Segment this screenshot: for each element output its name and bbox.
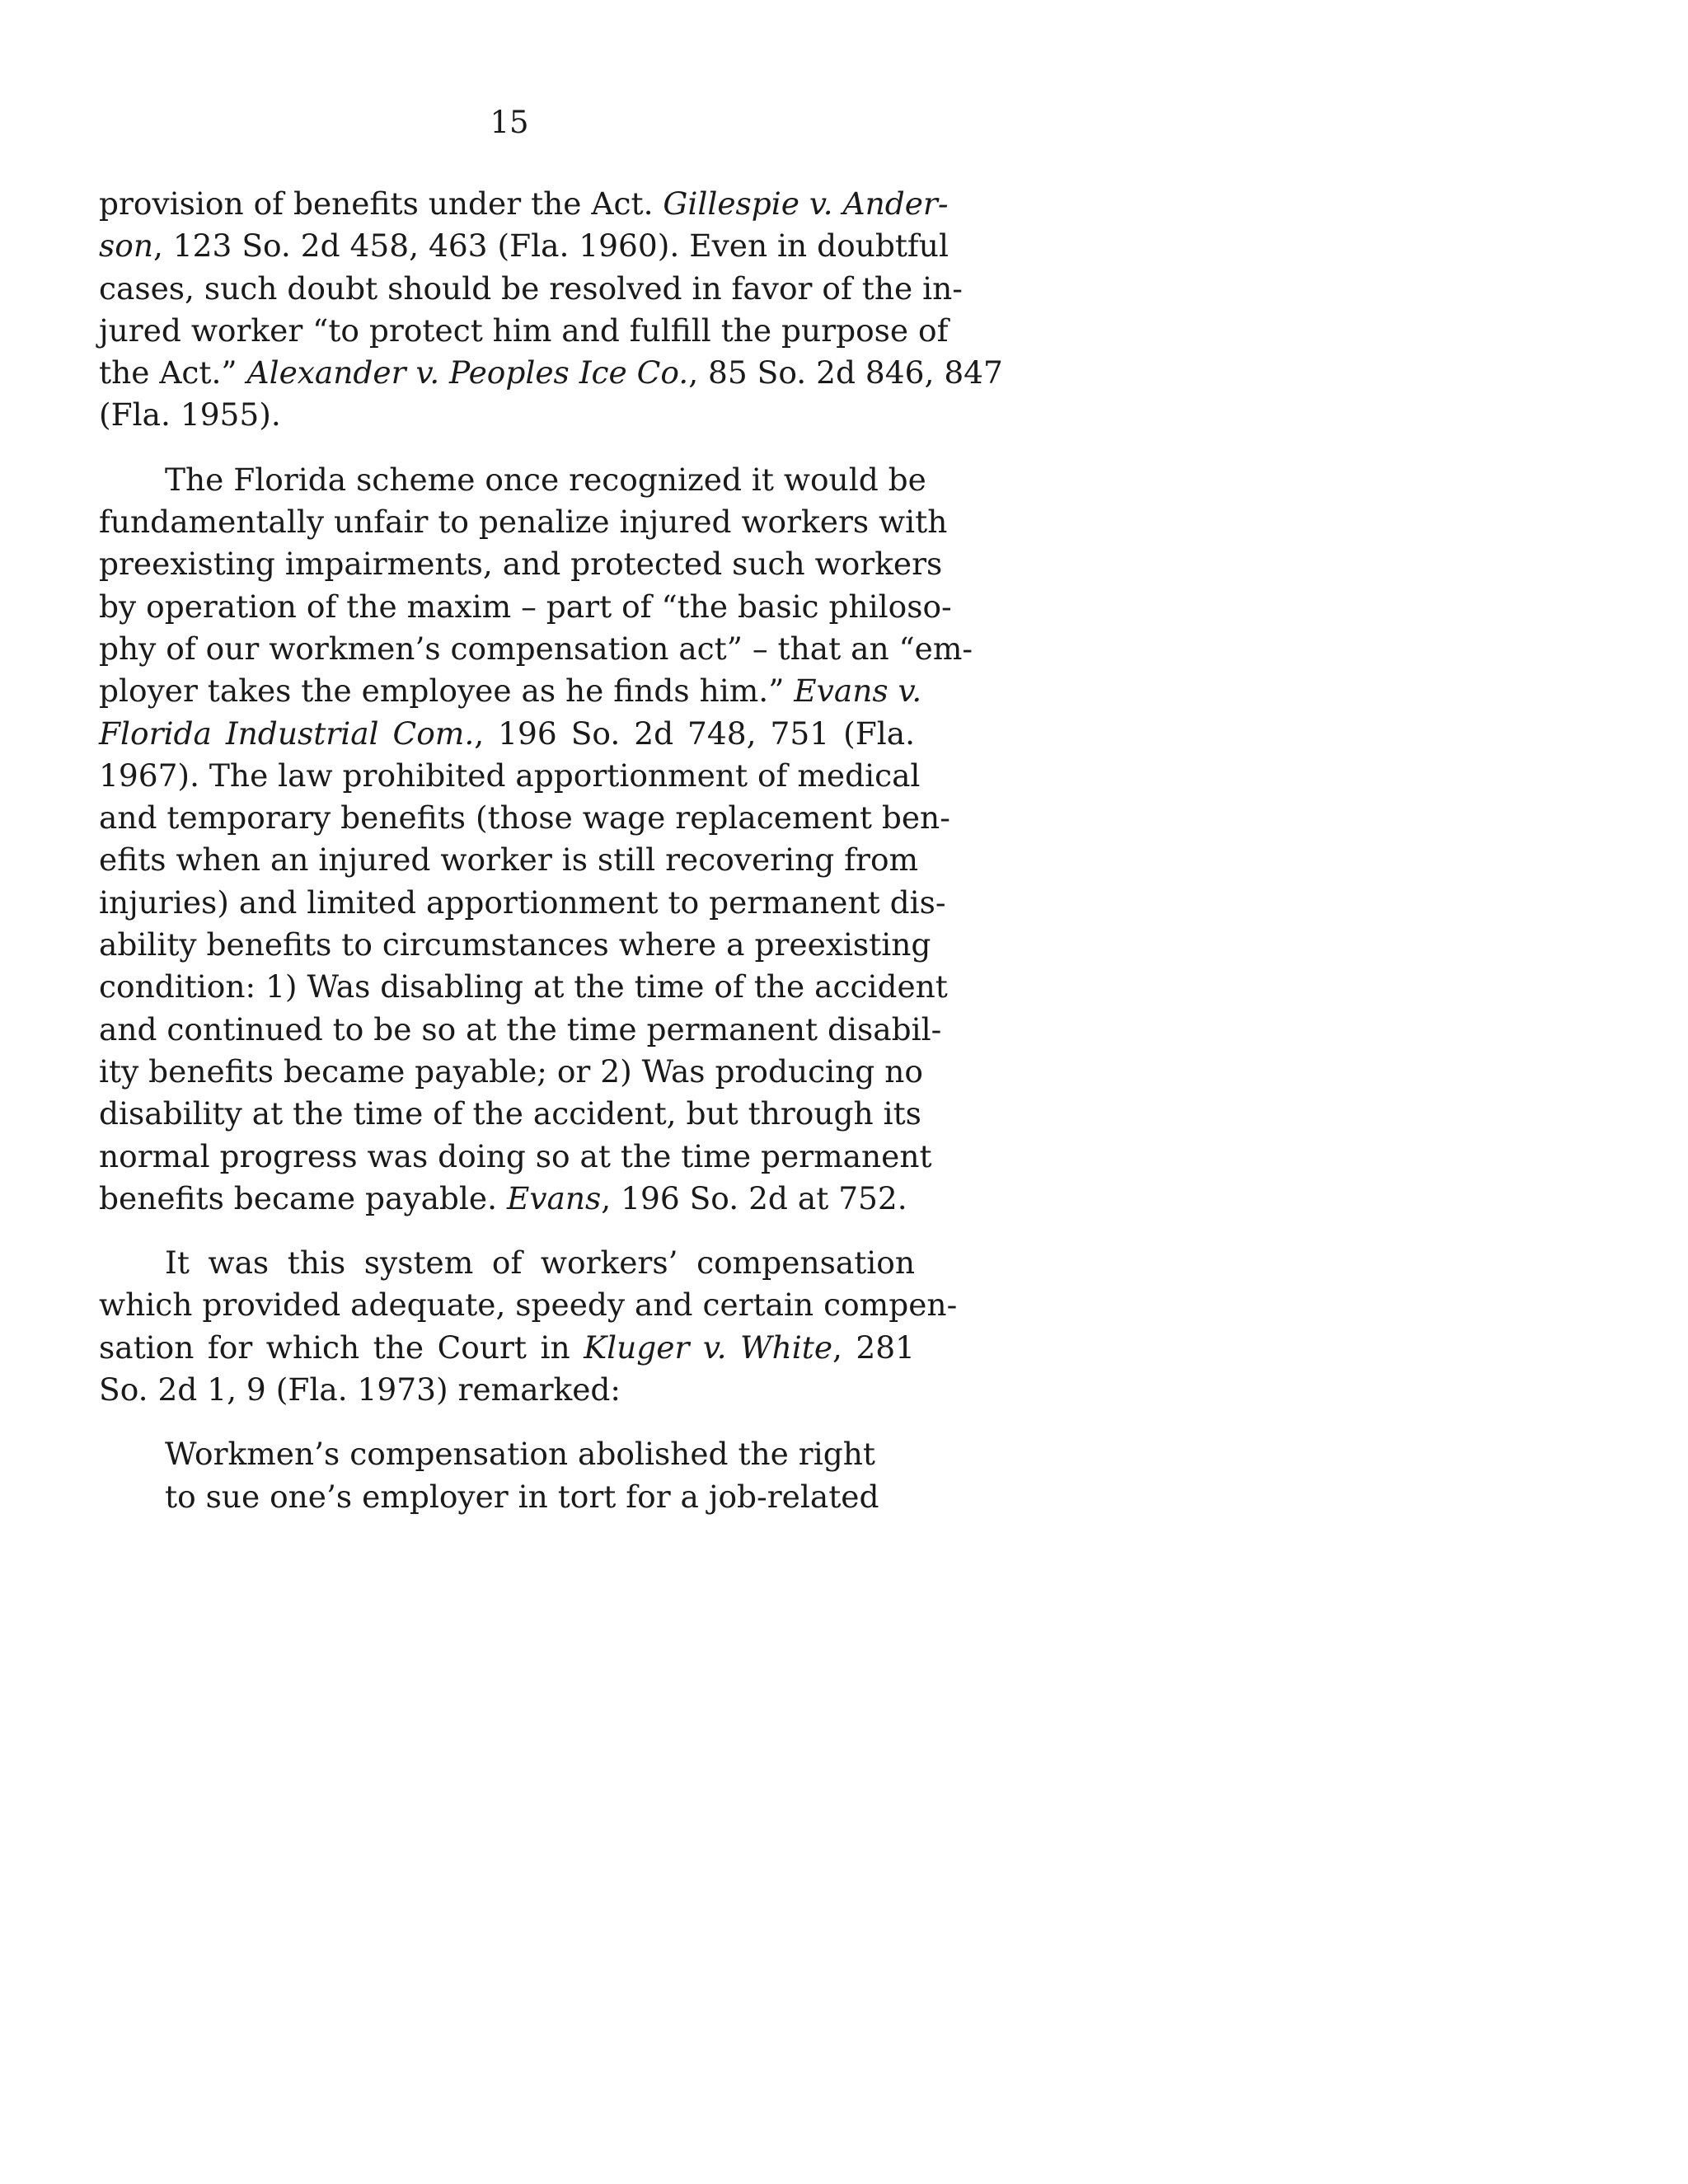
text-run: disability at the time of the accident, but through its: [99, 1095, 921, 1132]
text-line: [99, 839, 919, 881]
text-line: [99, 268, 963, 310]
text-line: [99, 924, 931, 966]
text-run: ability benefits to circumstances where a preexisting: [99, 926, 931, 963]
text-run: normal progress was doing so at the time permanent: [99, 1137, 932, 1174]
text-line: [99, 1009, 942, 1051]
text-run: , 196 So. 2d 748, 751 (Fla.: [474, 715, 915, 752]
text-run: preexisting impairments, and protected such workers: [99, 546, 943, 583]
paragraph-3: [99, 1242, 958, 1411]
block-quote: [99, 1433, 879, 1518]
text-run: provision of benefits under the Act.: [99, 185, 663, 222]
text-line: [99, 628, 973, 670]
text-run: 1967). The law prohibited apportionment of medical: [99, 757, 921, 794]
text-line: [99, 713, 915, 755]
text-run: injuries) and limited apportionment to permanent dis-: [99, 883, 946, 921]
citation-italic: son: [99, 227, 153, 265]
text-line: [99, 1242, 915, 1284]
text-run: ployer takes the employee as he finds him.”: [99, 673, 795, 710]
citation-italic: Gillespie v. Ander-: [663, 185, 949, 222]
paragraph-1: [99, 183, 1003, 437]
document-body: [99, 183, 1003, 1518]
text-run: So. 2d 1, 9 (Fla. 1973) remarked:: [99, 1371, 621, 1408]
text-line: [99, 543, 943, 585]
text-line: [165, 1433, 875, 1475]
text-run: ity benefits became payable; or 2) Was producing no: [99, 1052, 923, 1090]
text-line: [99, 797, 950, 839]
text-run: fundamentally unfair to penalize injured workers with: [99, 504, 948, 541]
text-line: [99, 394, 915, 436]
text-run: efits when an injured worker is still recovering from: [99, 841, 919, 879]
citation-italic: Kluger v. White: [584, 1329, 833, 1366]
text-run: Workmen’s compensation abolished the right: [165, 1436, 875, 1473]
text-line: [99, 755, 921, 797]
paragraph-2: [99, 459, 973, 1220]
citation-italic: Alexander v. Peoples Ice Co.: [246, 354, 689, 391]
text-line: [99, 1093, 921, 1135]
text-run: to sue one’s employer in tort for a job-related: [165, 1478, 879, 1515]
text-run: the Act.”: [99, 354, 247, 391]
text-run: which provided adequate, speedy and certain compen-: [99, 1286, 958, 1324]
text-run: and temporary benefits (those wage replacement ben-: [99, 799, 950, 837]
text-run: , 85 So. 2d 846, 847: [688, 354, 1003, 391]
text-line: [99, 670, 922, 712]
text-run: , 281: [832, 1329, 916, 1366]
text-line: [99, 1369, 915, 1411]
text-run: by operation of the maxim – part of “the basic philoso-: [99, 588, 952, 625]
text-line: [99, 310, 949, 352]
text-line: [99, 352, 1003, 394]
text-run: , 196 So. 2d at 752.: [601, 1179, 907, 1216]
text-line: [165, 1476, 879, 1518]
text-line: [99, 882, 946, 924]
text-run: phy of our workmen’s compensation act” – that an “em-: [99, 630, 973, 667]
text-run: benefits became payable.: [99, 1179, 507, 1216]
text-line: [99, 1178, 915, 1220]
text-run: The Florida scheme once recognized it would be: [165, 461, 926, 498]
text-run: and continued to be so at the time permanent disabil-: [99, 1010, 942, 1047]
text-line: [99, 1284, 958, 1326]
citation-italic: Evans v.: [794, 673, 922, 710]
text-line: [99, 183, 949, 225]
text-line: [99, 501, 948, 543]
text-line: [99, 459, 926, 501]
text-run: , 123 So. 2d 458, 463 (Fla. 1960). Even in doubtful: [152, 227, 949, 265]
text-run: It was this system of workers’ compensation: [165, 1244, 915, 1282]
text-line: [99, 586, 952, 628]
citation-italic: Florida Industrial Com.: [99, 715, 475, 752]
text-line: [99, 225, 949, 267]
text-line: [99, 1327, 915, 1369]
citation-italic: Evans: [506, 1179, 602, 1216]
page-number: 15: [490, 105, 529, 140]
text-run: condition: 1) Was disabling at the time of the accident: [99, 968, 948, 1005]
text-run: sation for which the Court in: [99, 1329, 584, 1366]
text-line: [99, 1136, 932, 1178]
text-run: (Fla. 1955).: [99, 396, 281, 434]
text-run: jured worker “to protect him and fulfill the purpose of: [99, 312, 949, 349]
text-line: [99, 1051, 923, 1093]
text-line: [99, 966, 948, 1008]
text-run: cases, such doubt should be resolved in favor of the in-: [99, 269, 963, 307]
